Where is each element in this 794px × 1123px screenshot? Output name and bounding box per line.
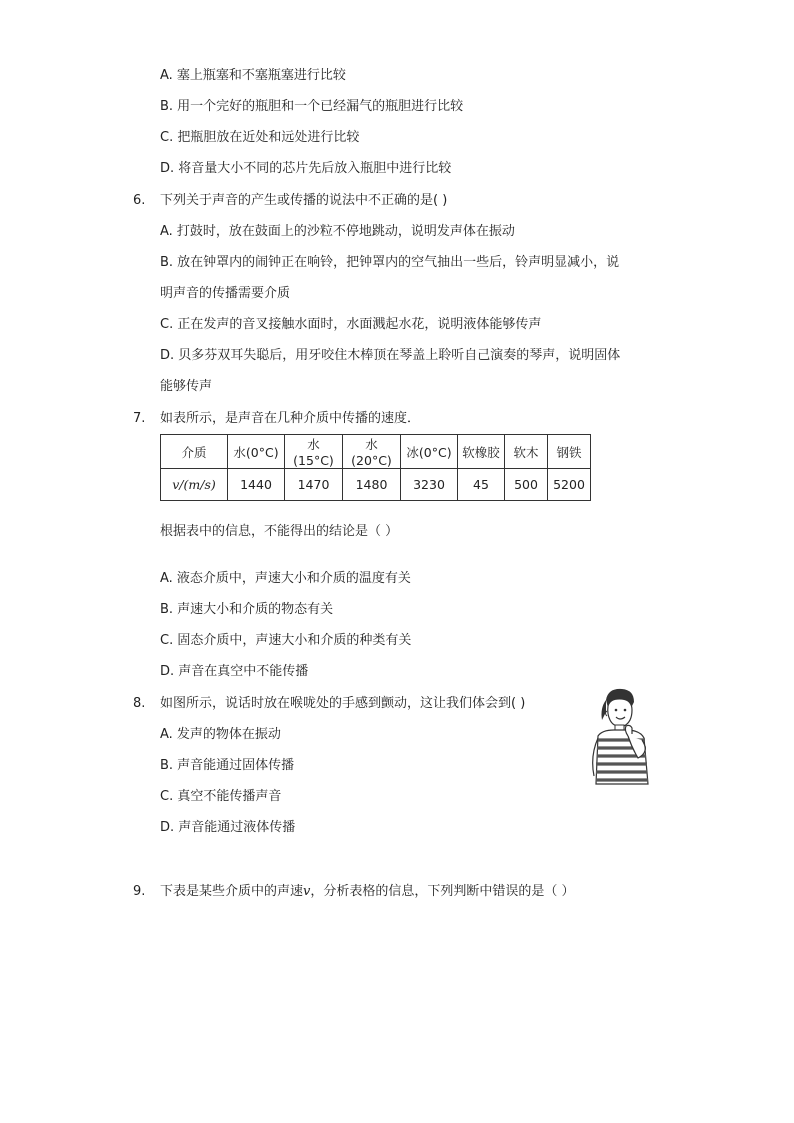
q9-stem	[160, 883, 575, 901]
speaking-boy-illustration	[588, 686, 660, 786]
q7-option-d: D. 声音在真空中不能传播	[160, 664, 309, 679]
q5-option-b: B. 用一个完好的瓶胆和一个已经漏气的瓶胆进行比较	[160, 99, 464, 114]
table-cell: 1440	[228, 469, 285, 501]
table-cell: 5200	[548, 469, 591, 501]
table-header-cell: 软橡胶	[458, 435, 505, 469]
q8-stem: 如图所示，说话时放在喉咙处的手感到颤动，这让我们体会到( )	[160, 696, 526, 711]
q5-option-a: A. 塞上瓶塞和不塞瓶塞进行比较	[160, 68, 346, 83]
q5-option-c: C. 把瓶胆放在近处和远处进行比较	[160, 130, 360, 145]
q8-number: 8.	[133, 696, 146, 711]
q7-option-c: C. 固态介质中，声速大小和介质的种类有关	[160, 633, 412, 648]
q8-option-d: D. 声音能通过液体传播	[160, 820, 296, 835]
table-header-cell: 水(20°C)	[343, 435, 401, 469]
table-cell: 500	[505, 469, 548, 501]
q7-option-a: A. 液态介质中，声速大小和介质的温度有关	[160, 571, 411, 586]
q8-option-c: C. 真空不能传播声音	[160, 789, 282, 804]
table-cell: 3230	[401, 469, 458, 501]
q7-prompt: 根据表中的信息，不能得出的结论是（ ）	[160, 524, 399, 539]
table-header-cell: 水(0°C)	[228, 435, 285, 469]
q6-option-b-cont: 明声音的传播需要介质	[160, 286, 291, 301]
q8-option-b: B. 声音能通过固体传播	[160, 758, 295, 773]
q9-number: 9.	[133, 884, 146, 899]
q9-stem-variable: v	[303, 884, 311, 899]
q6-option-d: D. 贝多芬双耳失聪后，用牙咬住木棒顶在琴盖上聆听自己演奏的琴声，说明固体	[160, 348, 621, 363]
table-row	[161, 469, 591, 501]
q9-stem-after: ，分析表格的信息，下列判断中错误的是（ ）	[310, 884, 575, 899]
table-header-cell: 水(15°C)	[285, 435, 343, 469]
q9-stem-before: 下表是某些介质中的声速	[160, 884, 304, 899]
table-cell: 1470	[285, 469, 343, 501]
table-header-row	[161, 435, 591, 469]
table-row-label: v/(m/s)	[161, 469, 228, 501]
table-header-cell: 钢铁	[548, 435, 591, 469]
table-cell: 1480	[343, 469, 401, 501]
table-header-cell: 软木	[505, 435, 548, 469]
q7-stem: 如表所示，是声音在几种介质中传播的速度．	[160, 411, 421, 426]
table-header-cell: 介质	[161, 435, 228, 469]
q6-stem: 下列关于声音的产生或传播的说法中不正确的是( )	[160, 193, 448, 208]
table-cell: 45	[458, 469, 505, 501]
q6-number: 6.	[133, 193, 146, 208]
q7-number: 7.	[133, 411, 146, 426]
q6-option-b: B. 放在钟罩内的闹钟正在响铃，把钟罩内的空气抽出一些后，铃声明显减小，说	[160, 255, 620, 270]
q5-option-d: D. 将音量大小不同的芯片先后放入瓶胆中进行比较	[160, 161, 452, 176]
q6-option-d-cont: 能够传声	[160, 379, 213, 394]
speed-table	[160, 434, 591, 501]
q7-option-b: B. 声速大小和介质的物态有关	[160, 602, 334, 617]
q6-option-c: C. 正在发声的音叉接触水面时，水面溅起水花，说明液体能够传声	[160, 317, 542, 332]
q8-option-a: A. 发声的物体在振动	[160, 727, 281, 742]
table-header-cell: 冰(0°C)	[401, 435, 458, 469]
q6-option-a: A. 打鼓时，放在鼓面上的沙粒不停地跳动，说明发声体在振动	[160, 224, 515, 239]
